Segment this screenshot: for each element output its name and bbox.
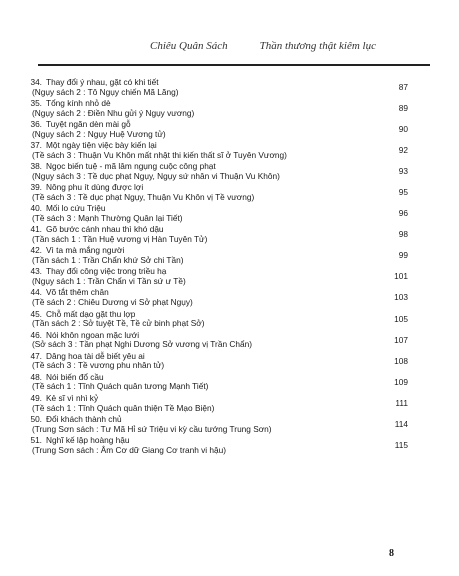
entry-title: Thay đổi ý nhau, gặt có khi tiết — [46, 77, 159, 87]
entry-number: 48. — [30, 371, 42, 382]
entry-source: (Ngụy sách 1 : Trần Chẩn vi Tần sứ ư Tề) — [32, 276, 186, 287]
toc-entry — [20, 436, 430, 457]
entry-number: 34. — [30, 77, 42, 87]
entry-number: 43. — [30, 266, 42, 277]
toc-entry — [20, 288, 430, 309]
entry-title: Võ tắt thêm chân — [46, 287, 109, 298]
entry-number: 47. — [30, 350, 42, 361]
toc-entry — [20, 267, 430, 288]
entry-number: 45. — [30, 308, 42, 319]
entry-title: Nghĩ kế lập hoàng hậu — [46, 434, 130, 445]
entry-page: 92 — [398, 145, 408, 156]
entry-page: 103 — [394, 292, 408, 303]
entry-page: 95 — [398, 187, 408, 198]
entry-source: (Tề sách 1 : Tĩnh Quách quân thiện Tề Mạo Biện) — [32, 402, 215, 413]
entry-number: 42. — [30, 245, 42, 256]
entry-title: Mối lo cứu Triệu — [46, 203, 106, 214]
entry-source: (Trung Sơn sách : Âm Cơ dữ Giang Cơ tranh vi hậu) — [32, 444, 227, 455]
entry-page: 109 — [394, 376, 408, 387]
entry-number: 51. — [30, 434, 42, 445]
entry-title: Chỗ mất dạo gặt thu lợp — [46, 308, 136, 319]
entry-title: Tuyệt ngăn dèn mài gỗ — [46, 119, 131, 130]
entry-number: 36. — [30, 119, 42, 130]
entry-number: 38. — [30, 161, 42, 172]
entry-page: 105 — [394, 313, 408, 324]
running-header — [150, 40, 440, 52]
toc-entry — [20, 204, 430, 225]
toc-entry — [20, 225, 430, 246]
table-of-contents — [20, 78, 430, 457]
entry-page: 89 — [398, 103, 408, 114]
entry-title: Đổi khách thành chủ — [46, 413, 122, 424]
entry-title: Gõ bước cánh nhau thì khó dậu — [46, 224, 164, 235]
entry-title: Một ngày tiện việc bày kiến lại — [46, 140, 157, 151]
toc-entry — [20, 99, 430, 120]
entry-page: 99 — [398, 250, 408, 261]
toc-entry — [20, 183, 430, 204]
entry-title: Tổng kính nhỏ dè — [46, 98, 111, 109]
entry-number: 49. — [30, 392, 42, 403]
page-number: 8 — [389, 548, 394, 559]
entry-source: (Tề sách 2 : Chiêu Dương vi Sở phạt Ngụy) — [32, 297, 193, 308]
entry-source: (Tần sách 2 : Sở tuyệt Tề, Tề cử binh phạt Sở) — [32, 318, 205, 329]
entry-page: 87 — [398, 82, 408, 92]
entry-title: Nói khôn ngoan mặc lưới — [46, 329, 140, 340]
entry-source: (Tề sách 3 : Tề vương phu nhân tử) — [32, 360, 165, 371]
entry-number: 35. — [30, 98, 42, 109]
entry-number: 46. — [30, 329, 42, 340]
entry-number: 37. — [30, 140, 42, 151]
entry-page: 96 — [398, 208, 408, 219]
entry-source: (Tề sách 1 : Tĩnh Quách quân tương Mạnh Tiết) — [32, 381, 209, 392]
entry-page: 115 — [394, 439, 408, 450]
entry-source: (Ngụy sách 2 : Ngụy Huệ Vương tử) — [32, 128, 166, 139]
toc-entry — [20, 162, 430, 183]
entry-number: 44. — [30, 287, 42, 298]
header-rule — [38, 64, 430, 66]
entry-source: (Ngụy sách 2 : Tô Ngụy chiến Mã Lăng) — [32, 86, 179, 97]
toc-entry — [20, 141, 430, 162]
entry-number: 41. — [30, 224, 42, 235]
entry-page: 114 — [394, 418, 408, 429]
entry-page: 93 — [398, 166, 408, 177]
toc-entry — [20, 373, 430, 394]
entry-title: Ngọc biến tuệ - mã lâm ngụng cuộc công phạt — [46, 161, 216, 172]
entry-page: 108 — [394, 355, 408, 366]
entry-number: 40. — [30, 203, 42, 214]
entry-title: Nói biến đổ cầu — [46, 371, 104, 382]
header-section-title: Thần thương thật kiêm lục — [259, 40, 376, 52]
entry-page: 107 — [394, 334, 408, 345]
entry-source: (Tần sách 1 : Tần Huệ vương vị Hàn Tuyên Tử) — [32, 234, 208, 245]
entry-source: (Ngụy sách 2 : Điền Nhu gửi ý Ngụy vương) — [32, 107, 195, 118]
entry-page: 101 — [394, 271, 408, 282]
entry-source: (Ngụy sách 3 : Tề dục phạt Ngụy, Ngụy sứ nhân vi Thuận Vu Khôn) — [32, 170, 280, 181]
entry-source: (Tề sách 3 : Mạnh Thường Quân lại Tiết) — [32, 213, 183, 224]
header-book-title: Chiêu Quân Sách — [150, 40, 228, 52]
toc-entry — [20, 120, 430, 141]
entry-title: Nông phu ít dùng được lợi — [46, 182, 144, 193]
toc-entry — [20, 331, 430, 352]
entry-page: 111 — [395, 397, 408, 408]
entry-title: Vì ta mà mắng người — [46, 245, 125, 256]
entry-title: Kẻ sĩ vì nhì kỷ — [46, 392, 99, 403]
entry-title: Thay đổi công việc trong triều hạ — [46, 266, 167, 277]
entry-source: (Tề sách 3 : Thuận Vu Khôn mất nhật thi kiến thất sĩ ở Tuyên Vương) — [32, 149, 287, 160]
entry-number: 50. — [30, 413, 42, 424]
entry-source: (Tề sách 3 : Tề dục phạt Ngụy, Thuận Vu Khôn vị Tề vương) — [32, 192, 255, 203]
entry-page: 98 — [398, 229, 408, 240]
entry-source: (Trung Sơn sách : Tư Mã Hỉ sứ Triệu vi kỳ cầu tướng Trung Sơn) — [32, 423, 272, 434]
entry-number: 39. — [30, 182, 42, 193]
entry-title: Dâng hoa tài dễ biết yêu ai — [46, 350, 145, 361]
toc-entry — [20, 415, 430, 436]
toc-entry — [20, 352, 430, 373]
toc-entry — [20, 310, 430, 331]
toc-entry — [20, 394, 430, 415]
toc-entry — [20, 78, 430, 99]
entry-page: 90 — [398, 124, 408, 135]
entry-source: (Tần sách 1 : Trần Chẩn khứ Sở chi Tần) — [32, 255, 184, 266]
toc-entry — [20, 246, 430, 267]
entry-source: (Sở sách 3 : Tần phạt Nghi Dương Sở vương vị Trần Chẩn) — [32, 339, 252, 350]
